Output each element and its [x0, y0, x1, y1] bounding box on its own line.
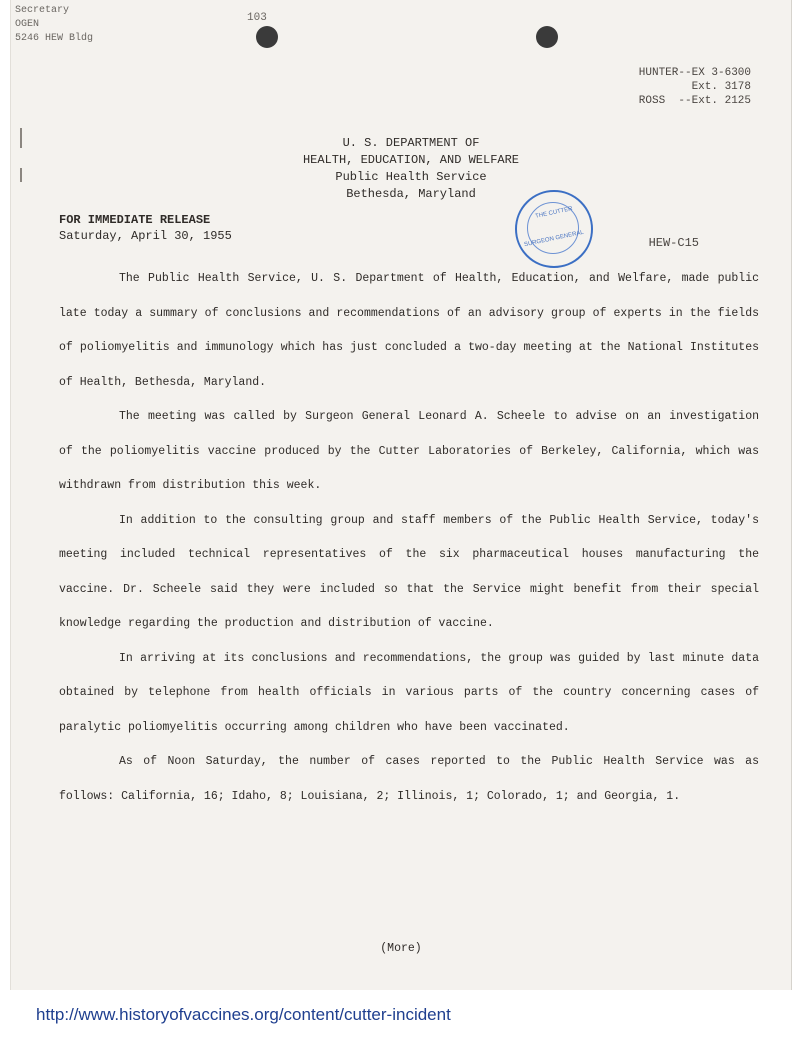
paragraph: The Public Health Service, U. S. Department of Health, Education, and Welfare, made public late today a summary of conclusions and recommendations of an advisory group of experts in the fields of poliomyelitis and immunology which has just concluded a two-day meeting at the National Institutes of Health, Bethesda, Maryland.: [59, 272, 759, 389]
margin-mark: [20, 168, 22, 182]
release-date: Saturday, April 30, 1955: [59, 229, 232, 243]
release-block: [59, 212, 232, 244]
received-stamp: [515, 190, 593, 268]
phone-line: HUNTER--EX 3-6300: [638, 67, 751, 79]
routing-note: [15, 4, 93, 46]
paragraph: As of Noon Saturday, the number of cases reported to the Public Health Service was as follows: California, 16; Idaho, 8; Louisiana, 2; Illinois, 1; Colorado, 1; and Georgia, 1.: [59, 755, 759, 803]
reference-code: HEW-C15: [648, 236, 699, 250]
phone-line: ROSS --Ext. 2125: [638, 95, 751, 107]
letterhead-line: HEALTH, EDUCATION, AND WELFARE: [302, 153, 520, 167]
letterhead: [161, 135, 661, 203]
punch-hole: [536, 26, 558, 48]
document-page: [10, 0, 792, 990]
punch-hole: [256, 26, 278, 48]
paragraph: In arriving at its conclusions and recommendations, the group was guided by last minute data obtained by telephone from health officials in various parts of the country concerning cases of paralytic poliomyelitis occurring among children who have been vaccinated.: [59, 651, 759, 734]
release-label: FOR IMMEDIATE RELEASE: [59, 213, 211, 227]
continuation-marker: (More): [380, 942, 422, 955]
phone-contacts: [639, 66, 751, 108]
stamp-top-text: THE CUTTER: [534, 206, 574, 220]
paragraph: The meeting was called by Surgeon General Leonard A. Scheele to advise on an investigation of the poliomyelitis vaccine produced by the Cutter Laboratories of Berkeley, California, which was withdrawn from distribution this week.: [59, 410, 759, 492]
routing-line: Secretary: [15, 5, 70, 16]
page-number: 103: [247, 12, 267, 24]
press-release-body: [59, 262, 759, 814]
phone-line: Ext. 3178: [691, 81, 751, 93]
routing-line: OGEN: [15, 19, 40, 30]
routing-line: 5246 HEW Bldg: [15, 33, 94, 44]
margin-mark: [20, 128, 22, 148]
letterhead-line: Bethesda, Maryland: [346, 187, 476, 201]
letterhead-line: Public Health Service: [335, 170, 487, 184]
paragraph: In addition to the consulting group and staff members of the Public Health Service, today's meeting included technical representatives of the six pharmaceutical houses manufacturing the vaccine. Dr. Scheele said they were included so that the Service might benefit from their special knowledge regarding the production and distribution of vaccine.: [59, 513, 759, 630]
source-link[interactable]: http://www.historyofvaccines.org/content/cutter-incident: [36, 1005, 451, 1024]
stamp-bottom-text: SURGEON GENERAL: [523, 229, 585, 249]
letterhead-line: U. S. DEPARTMENT OF: [342, 136, 480, 150]
